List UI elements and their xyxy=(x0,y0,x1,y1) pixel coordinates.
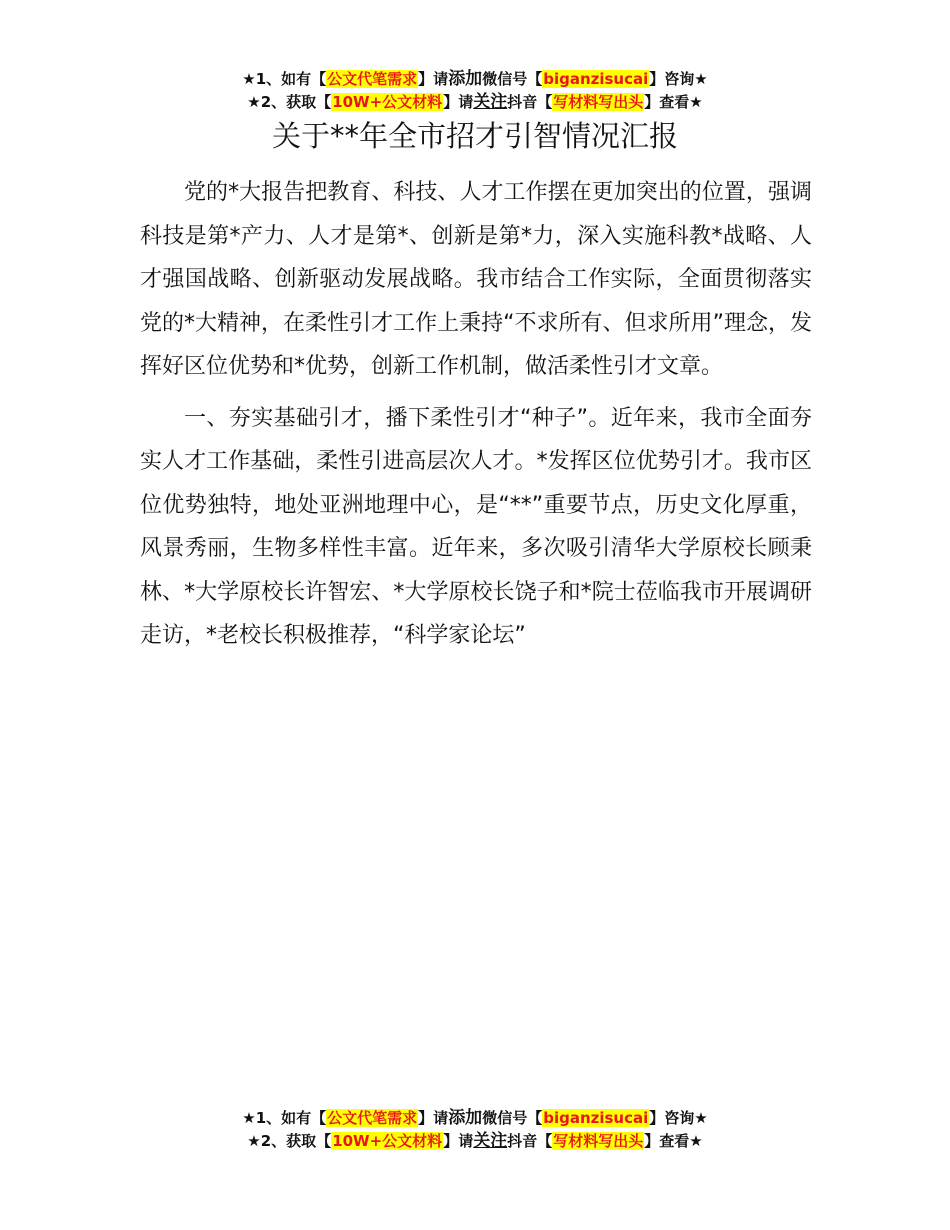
banner-highlight-wechat-id: biganzisucai xyxy=(543,1109,649,1127)
banner-line-2: ★2、获取【10W+公文材料】请关注抖音【写材料写出头】查看★ xyxy=(247,1131,703,1151)
document-body xyxy=(140,171,812,666)
banner-highlight-wechat-id: biganzisucai xyxy=(543,70,649,88)
banner-line-1: ★1、如有【公文代笔需求】请添加微信号【biganzisucai】咨询★ xyxy=(242,69,708,89)
footer-banner xyxy=(0,1107,950,1153)
banner-highlight-account: 写材料写出头 xyxy=(553,93,644,111)
paragraph-intro: 党的*大报告把教育、科技、人才工作摆在更加突出的位置，强调科技是第*产力、人才是第*、创新是第*力，深入实施科教*战略、人才强国战略、创新驱动发展战略。我市结合工作实际，全面贯彻落实党的*大精神，在柔性引才工作上秉持“不求所有、但求所用”理念，发挥好区位优势和*优势，创新工作机制，做活柔性引才文章。 xyxy=(140,180,812,379)
banner-highlight-service: 公文代笔需求 xyxy=(327,1109,418,1127)
banner-highlight-materials: 10W+公文材料 xyxy=(332,93,443,111)
paragraph-section-1: 一、夯实基础引才，播下柔性引才“种子”。近年来，我市全面夯实人才工作基础，柔性引进高层次人才。*发挥区位优势引才。我市区位优势独特，地处亚洲地理中心，是“**”重要节点，历史文化厚重，风景秀丽，生物多样性丰富。近年来，多次吸引清华大学原校长顾秉林、*大学原校长许智宏、*大学原校长饶子和*院士莅临我市开展调研走访，*老校长积极推荐，“科学家论坛” xyxy=(140,405,812,648)
banner-highlight-service: 公文代笔需求 xyxy=(327,70,418,88)
header-banner xyxy=(0,68,950,114)
banner-line-1: ★1、如有【公文代笔需求】请添加微信号【biganzisucai】咨询★ xyxy=(242,1108,708,1128)
banner-highlight-materials: 10W+公文材料 xyxy=(332,1132,443,1150)
document-title: 关于**年全市招才引智情况汇报 xyxy=(271,119,678,153)
banner-highlight-account: 写材料写出头 xyxy=(553,1132,644,1150)
banner-line-2: ★2、获取【10W+公文材料】请关注抖音【写材料写出头】查看★ xyxy=(247,92,703,112)
